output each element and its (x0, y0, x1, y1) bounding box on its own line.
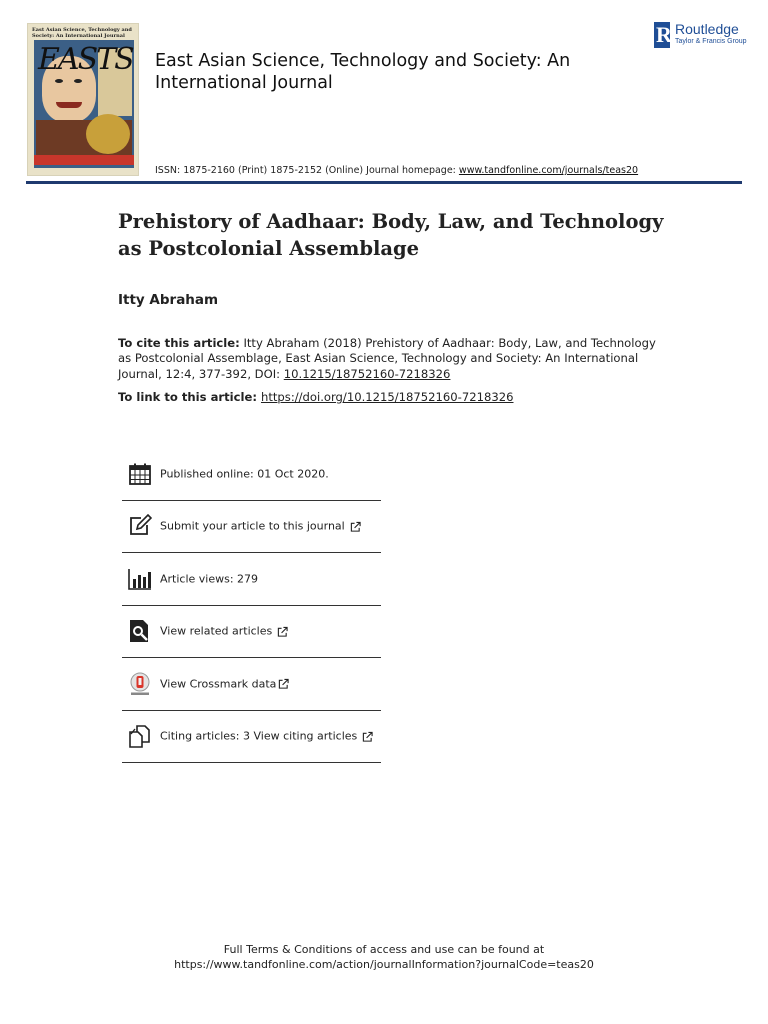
related-articles-text: View related articles (160, 624, 273, 638)
bar-chart-icon (128, 567, 152, 591)
publisher-subtitle: Taylor & Francis Group (675, 38, 747, 45)
footer-terms-link[interactable]: https://www.tandfonline.com/action/journalInformation?journalCode=teas20 (174, 958, 594, 971)
journal-title: East Asian Science, Technology and Society: An International Journal (155, 51, 571, 93)
article-views-text: Article views: 279 (160, 572, 259, 586)
cover-title: East Asian Science, Technology and Society: An International Journal (32, 27, 132, 39)
article-title: Prehistory of Aadhaar: Body, Law, and Technology as Postcolonial Assemblage (118, 210, 664, 260)
external-link-icon (278, 679, 289, 690)
article-views-item (122, 553, 381, 606)
doi-link[interactable]: 10.1215/18752160-7218326 (283, 366, 451, 381)
journal-homepage-link[interactable]: www.tandfonline.com/journals/teas20 (458, 165, 639, 176)
publisher-name: Routledge (675, 21, 739, 37)
routledge-r-icon (654, 22, 670, 48)
related-articles-item[interactable] (122, 606, 381, 659)
issn-line (155, 165, 638, 176)
link-line (118, 390, 514, 404)
footer-line-1: Full Terms & Conditions of access and use can be found at (223, 943, 545, 956)
journal-cover-image (27, 23, 139, 176)
issn-text: ISSN: 1875-2160 (Print) 1875-2152 (Online) Journal homepage: (155, 165, 459, 176)
citing-articles-text: Citing articles: 3 View citing articles (160, 729, 358, 743)
external-link-icon (362, 731, 373, 742)
edit-icon (128, 514, 152, 538)
link-label: To link to this article: (118, 390, 257, 404)
submit-article-text: Submit your article to this journal (160, 519, 345, 533)
author-name: Itty Abraham (118, 292, 219, 308)
crossmark-icon (128, 672, 152, 696)
article-doi-url[interactable]: https://doi.org/10.1215/18752160-7218326 (260, 390, 514, 404)
cite-label: To cite this article: (118, 336, 240, 350)
published-online-text: Published online: 01 Oct 2020. (160, 467, 329, 481)
published-online-item (122, 448, 381, 501)
crossmark-item[interactable] (122, 658, 381, 711)
header-divider (26, 181, 742, 184)
external-link-icon (350, 521, 361, 532)
citing-icon (128, 724, 152, 748)
cite-text: Itty Abraham (2018) Prehistory of Aadhaar: Body, Law, and Technology as Postcolonial Assemblage, East Asian Science, Technology and Society: An International Journal, 12:4, 377-392, DOI: (118, 336, 656, 381)
crossmark-text: View Crossmark data (160, 677, 277, 691)
search-document-icon (128, 619, 152, 643)
article-info-list (122, 448, 381, 763)
footer-terms (0, 942, 768, 972)
routledge-logo (654, 20, 746, 50)
citation-block (118, 336, 658, 382)
cover-logo: EASTS (38, 42, 133, 77)
submit-article-item[interactable] (122, 501, 381, 554)
calendar-icon (128, 462, 152, 486)
external-link-icon (277, 626, 288, 637)
citing-articles-item[interactable] (122, 711, 381, 764)
